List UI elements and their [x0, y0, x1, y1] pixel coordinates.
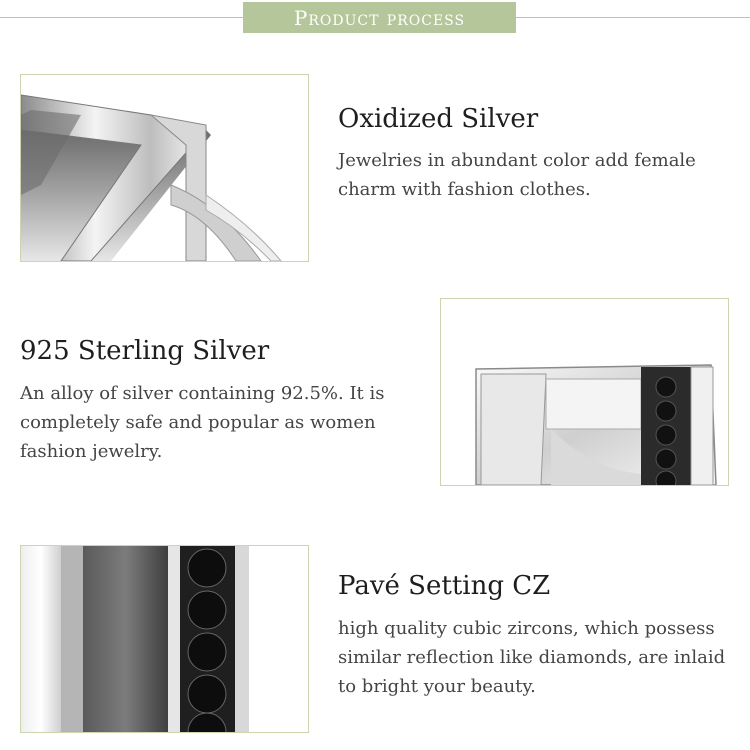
product-image-oxidized-silver	[20, 74, 309, 262]
product-image-sterling-silver	[440, 298, 729, 486]
header-line-left	[0, 17, 243, 18]
section-header	[243, 2, 516, 33]
section-title-sterling-silver: 925 Sterling Silver	[20, 336, 270, 366]
section-title-pave-setting: Pavé Setting CZ	[338, 571, 551, 601]
section-header-title: Product process	[293, 5, 466, 30]
section-desc-oxidized-silver: Jewelries in abundant color add female charm with fashion clothes.	[338, 150, 696, 200]
section-desc-sterling-silver: An alloy of silver containing 92.5%. It is completely safe and popular as women fashion jewelry.	[20, 383, 385, 462]
section-title-oxidized-silver: Oxidized Silver	[338, 104, 539, 134]
product-image-pave-setting	[20, 545, 309, 733]
header-line-right	[516, 17, 750, 18]
section-desc-pave-setting: high quality cubic zircons, which possess similar reflection like diamonds, are inlaid to bright your beauty.	[338, 618, 726, 697]
